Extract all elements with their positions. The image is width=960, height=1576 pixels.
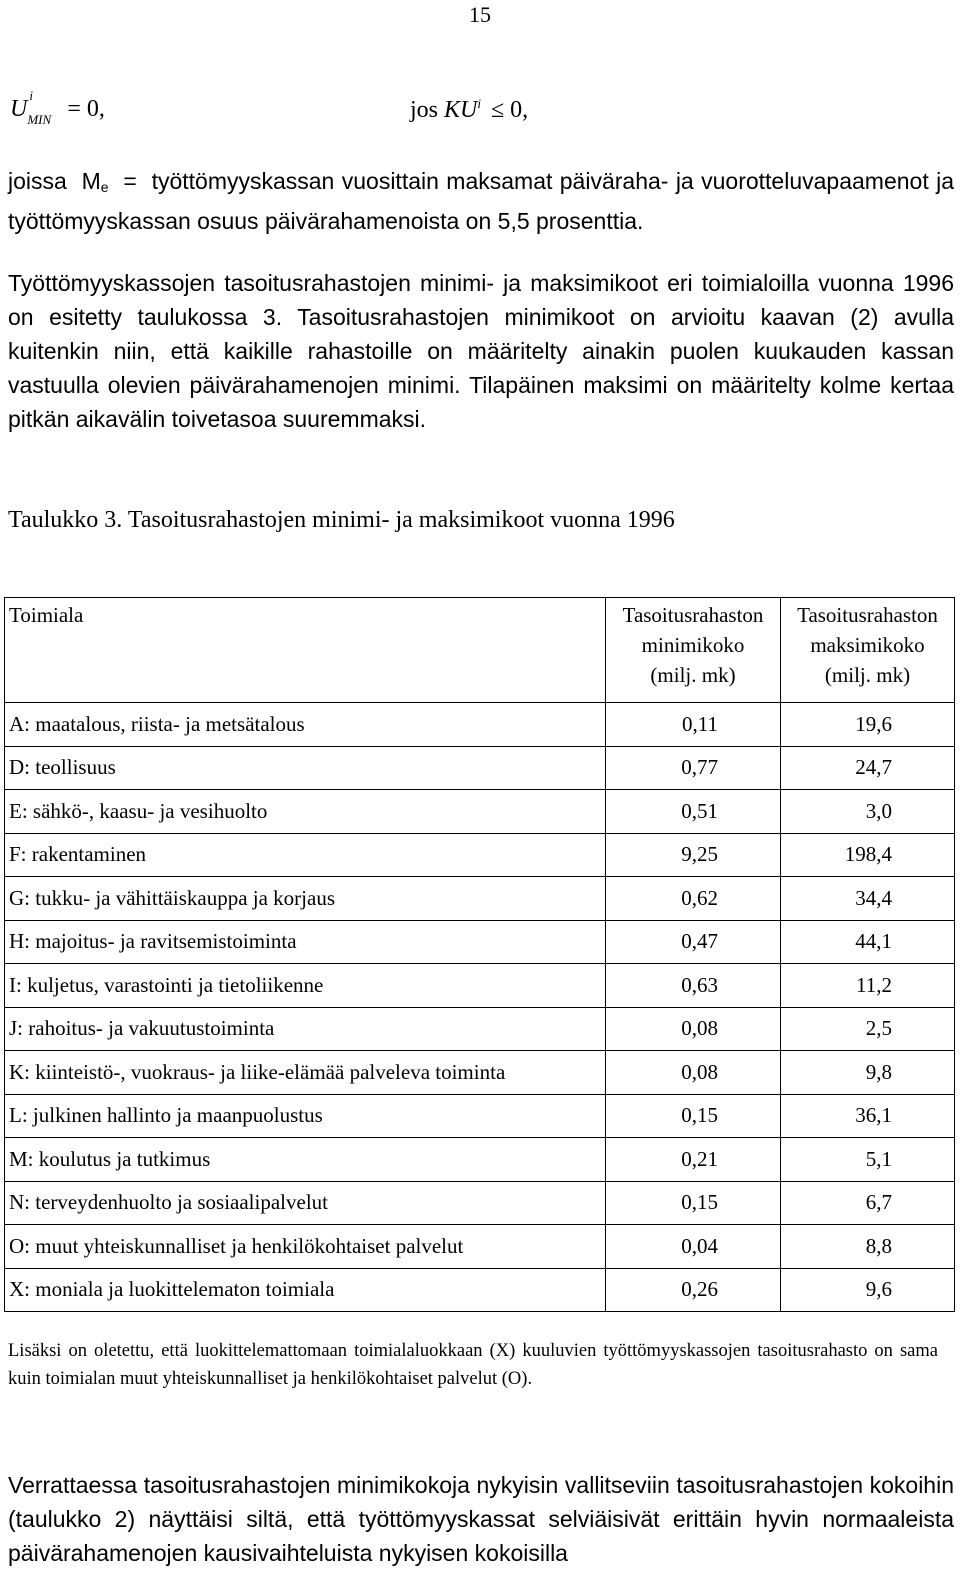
paragraph-joissa — [8, 164, 954, 238]
joissa-lead: joissa — [8, 168, 67, 194]
max-cell: 2,5 — [781, 1007, 955, 1051]
header-min-line-2: minimikoko — [641, 633, 745, 657]
max-cell: 6,7 — [781, 1181, 955, 1225]
sector-cell: N: terveydenhuolto ja sosiaalipalvelut — [5, 1181, 606, 1225]
formula-condition — [410, 96, 528, 124]
table-row — [5, 1007, 955, 1051]
table-row — [5, 1051, 955, 1095]
formula-lhs-subscript: MIN — [27, 112, 52, 128]
table-row — [5, 1094, 955, 1138]
min-cell: 0,47 — [606, 920, 781, 964]
table-row — [5, 703, 955, 747]
sector-cell: K: kiinteistö-, vuokraus- ja liike-elämää palveleva toiminta — [5, 1051, 606, 1095]
header-max-line-3: (milj. mk) — [824, 663, 911, 687]
header-max-line-1: Tasoitusrahaston — [797, 603, 938, 627]
header-min — [606, 598, 781, 703]
header-max-line-2: maksimikoko — [810, 633, 925, 657]
header-sector: Toimiala — [5, 598, 606, 703]
header-max — [781, 598, 955, 703]
table-caption: Taulukko 3. Tasoitusrahastojen minimi- ja maksimikoot vuonna 1996 — [8, 507, 675, 533]
max-cell: 8,8 — [781, 1225, 955, 1269]
joissa-equals: = — [123, 168, 137, 194]
sector-cell: G: tukku- ja vähittäiskauppa ja korjaus — [5, 877, 606, 921]
min-cell: 0,62 — [606, 877, 781, 921]
formula-condition-symbol: KU — [444, 97, 478, 123]
min-cell: 0,15 — [606, 1181, 781, 1225]
table-row — [5, 1225, 955, 1269]
formula-condition-prefix: jos — [410, 97, 439, 123]
min-cell: 0,26 — [606, 1268, 781, 1312]
sector-cell: O: muut yhteiskunnalliset ja henkilökohtaiset palvelut — [5, 1225, 606, 1269]
sector-cell: M: koulutus ja tutkimus — [5, 1138, 606, 1182]
sector-cell: F: rakentaminen — [5, 833, 606, 877]
min-cell: 0,11 — [606, 703, 781, 747]
formula-lhs-value: = 0, — [67, 96, 105, 122]
sector-cell: I: kuljetus, varastointi ja tietoliikenne — [5, 964, 606, 1008]
table-row — [5, 833, 955, 877]
min-cell: 0,08 — [606, 1007, 781, 1051]
table-row — [5, 877, 955, 921]
fund-size-table — [4, 597, 955, 1312]
formula-lhs-symbol: U — [10, 96, 28, 122]
formula-condition-superscript: i — [477, 96, 481, 111]
sector-cell: E: sähkö-, kaasu- ja vesihuolto — [5, 790, 606, 834]
max-cell: 44,1 — [781, 920, 955, 964]
paragraph-bottom: Verrattaessa tasoitusrahastojen minimikokoja nykyisin vallitseviin tasoitusrahastojen kokoihin (taulukko 2) näyttäisi siltä, että työttömyyskassat selviäisivät erittäin hyvin normaaleista päivärahamenojen kausivaihteluista nykyisen kokoisilla — [8, 1472, 954, 1566]
table-row — [5, 790, 955, 834]
formula-lhs-superscript: i — [29, 88, 33, 104]
sector-cell: X: moniala ja luokittelematon toimiala — [5, 1268, 606, 1312]
table-row — [5, 964, 955, 1008]
formula-lhs — [10, 88, 105, 128]
max-cell: 5,1 — [781, 1138, 955, 1182]
sector-cell: D: teollisuus — [5, 746, 606, 790]
table-row — [5, 920, 955, 964]
max-cell: 34,4 — [781, 877, 955, 921]
formula-lhs-indices — [27, 88, 67, 128]
table-row — [5, 1268, 955, 1312]
table-row — [5, 746, 955, 790]
max-cell: 19,6 — [781, 703, 955, 747]
page-number: 15 — [469, 2, 491, 27]
max-cell: 198,4 — [781, 833, 955, 877]
min-cell: 0,51 — [606, 790, 781, 834]
paragraph-intro: Työttömyyskassojen tasoitusrahastojen minimi- ja maksimikoot eri toimialoilla vuonna 1996 on esitetty taulukossa 3. Tasoitusrahastojen minimikoot on arvioitu kaavan (2) avulla kuitenkin niin, että kaikille rahastoille on määritelty ainakin puolen kuukauden kassan vastuulla olevien päivärahamenojen minimi. Tilapäinen maksimi on määritelty kolme kertaa pitkän aikavälin toivetasoa suuremmaksi. — [8, 270, 954, 432]
formula-line — [10, 88, 950, 134]
table-row — [5, 1138, 955, 1182]
joissa-text: työttömyyskassan vuosittain maksamat päiväraha- ja vuorotteluvapaamenot ja työttömyyskassan osuus päivärahamenoista on 5,5 prosenttia. — [8, 168, 955, 234]
table-note: Lisäksi on oletettu, että luokittelemattomaan toimialaluokkaan (X) kuuluvien työttömyyskassojen tasoitusrahasto on sama kuin toimialan muut yhteiskunnalliset ja henkilökohtaiset palvelut (O). — [8, 1341, 938, 1389]
joissa-symbol-subscript: e — [100, 179, 109, 195]
header-min-line-1: Tasoitusrahaston — [622, 603, 764, 627]
sector-cell: J: rahoitus- ja vakuutustoiminta — [5, 1007, 606, 1051]
sector-cell: A: maatalous, riista- ja metsätalous — [5, 703, 606, 747]
min-cell: 0,04 — [606, 1225, 781, 1269]
table-header-row — [5, 598, 955, 703]
formula-condition-value: 0, — [510, 97, 529, 123]
table-row — [5, 1181, 955, 1225]
sector-cell: H: majoitus- ja ravitsemistoiminta — [5, 920, 606, 964]
max-cell: 36,1 — [781, 1094, 955, 1138]
header-min-line-3: (milj. mk) — [650, 663, 736, 687]
joissa-symbol: M — [81, 168, 101, 194]
min-cell: 0,08 — [606, 1051, 781, 1095]
max-cell: 3,0 — [781, 790, 955, 834]
formula-leq-symbol: ≤ — [490, 97, 505, 123]
min-cell: 0,15 — [606, 1094, 781, 1138]
min-cell: 9,25 — [606, 833, 781, 877]
max-cell: 11,2 — [781, 964, 955, 1008]
max-cell: 9,8 — [781, 1051, 955, 1095]
min-cell: 0,77 — [606, 746, 781, 790]
min-cell: 0,21 — [606, 1138, 781, 1182]
min-cell: 0,63 — [606, 964, 781, 1008]
max-cell: 9,6 — [781, 1268, 955, 1312]
sector-cell: L: julkinen hallinto ja maanpuolustus — [5, 1094, 606, 1138]
max-cell: 24,7 — [781, 746, 955, 790]
